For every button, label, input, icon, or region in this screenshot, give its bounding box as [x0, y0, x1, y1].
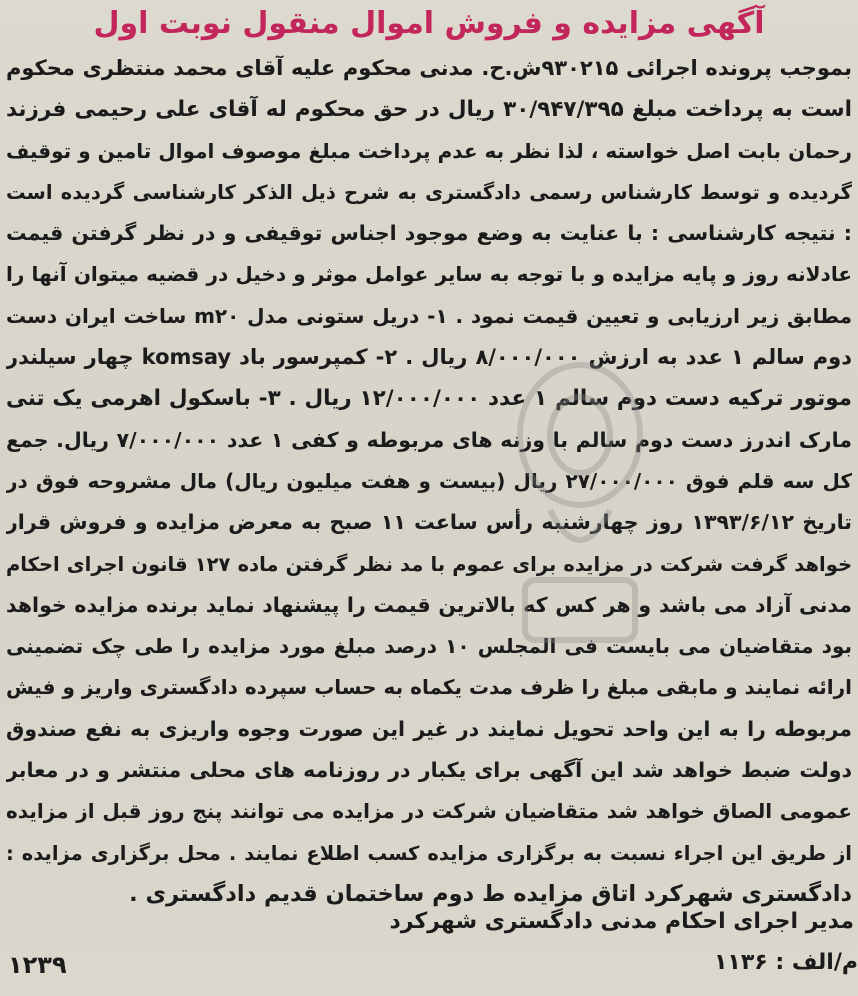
notice-line: رحمان بابت اصل خواسته ، لذا نظر به عدم پرداخت مبلغ موصوف اموال تامین و توقیف	[6, 138, 852, 163]
notice-line: است به پرداخت مبلغ ۳۰/۹۴۷/۳۹۵ ریال در حق محکوم له آقای علی رحیمی فرزند	[6, 97, 852, 123]
notice-line: عمومی الصاق خواهد شد متقاضیان شرکت در مزایده می توانند پنج روز قبل از مزایده	[6, 799, 852, 824]
notice-line: عادلانه روز و پایه مزایده و با توجه به سایر عوامل موثر و دخیل در قضیه میتوان آنها را	[6, 262, 852, 287]
notice-line: موتور ترکیه دست دوم سالم ۱ عدد ۱۲/۰۰۰/۰۰۰ ریال . ۳- باسکول اهرمی یک تنی	[6, 386, 852, 412]
notice-line: بموجب پرونده اجرائی ۹۳۰۲۱۵ش.ح. مدنی محکوم علیه آقای محمد منتظری محکوم	[6, 56, 852, 80]
notice-line: خواهد گرفت شرکت در مزایده برای عموم با مد نظر گرفتن ماده ۱۲۷ قانون اجرای احکام	[6, 552, 852, 576]
notice-number: ۱۲۳۹	[8, 951, 67, 979]
notice-line: مدنی آزاد می باشد و هر کس که بالاترین قیمت را پیشنهاد نماید برنده مزایده خواهد	[6, 592, 852, 617]
notice-line: تاریخ ۱۳۹۳/۶/۱۲ روز چهارشنبه رأس ساعت ۱۱ صبح به معرض مزایده و فروش قرار	[6, 510, 852, 535]
notice-line: : نتیجه کارشناسی : با عنایت به وضع موجود اجناس توقیفی و در نظر گرفتن قیمت	[6, 221, 852, 246]
notice-title: آگهی مزایده و فروش اموال منقول نوبت اول	[93, 6, 765, 41]
notice-line: دولت ضبط خواهد شد این آگهی برای یکبار در روزنامه های محلی منتشر و در معابر	[6, 758, 852, 783]
notice-line: دوم سالم ۱ عدد به ارزش ۸/۰۰۰/۰۰۰ ریال . ۲- کمپرسور باد komsay چهار سیلندر	[6, 345, 852, 370]
notice-line: بود متقاضیان می بایست فی المجلس ۱۰ درصد مبلغ مورد مزایده را طی چک تضمینی	[6, 634, 852, 659]
notice-line: از طریق این اجراء نسبت به برگزاری مزایده کسب اطلاع نمایند . محل برگزاری مزایده :	[6, 841, 852, 865]
notice-line: دادگستری شهرکرد اتاق مزایده ط دوم ساختمان قدیم دادگستری .	[129, 880, 852, 907]
notice-line: کل سه قلم فوق ۲۷/۰۰۰/۰۰۰ ریال (بیست و هفت میلیون ریال) مال مشروحه فوق در	[6, 468, 852, 493]
notice-body	[6, 48, 852, 915]
notice-line: مارک اندرز دست دوم سالم با وزنه های مربوطه و کفی ۱ عدد ۷/۰۰۰/۰۰۰ ریال. جمع	[6, 427, 852, 452]
notice-line: مطابق زیر ارزیابی و تعیین قیمت نمود . ۱- دریل ستونی مدل m۲۰ ساخت ایران دست	[6, 303, 852, 328]
notice-line: مربوطه را به این واحد تحویل نمایند در غیر این صورت وجوه واریزی به نفع صندوق	[6, 716, 852, 741]
notice-line: ارائه نمایند و مابقی مبلغ را ظرف مدت یکماه به حساب سپرده دادگستری واریز و فیش	[6, 675, 852, 700]
notice-signature: مدیر اجرای احکام مدنی دادگستری شهرکرد	[389, 909, 854, 934]
notice-reference-code: م/الف : ۱۱۳۶	[714, 950, 858, 975]
notice-line: گردیده و توسط کارشناس رسمی دادگستری به شرح ذیل الذکر کارشناسی گردیده است	[6, 180, 852, 204]
